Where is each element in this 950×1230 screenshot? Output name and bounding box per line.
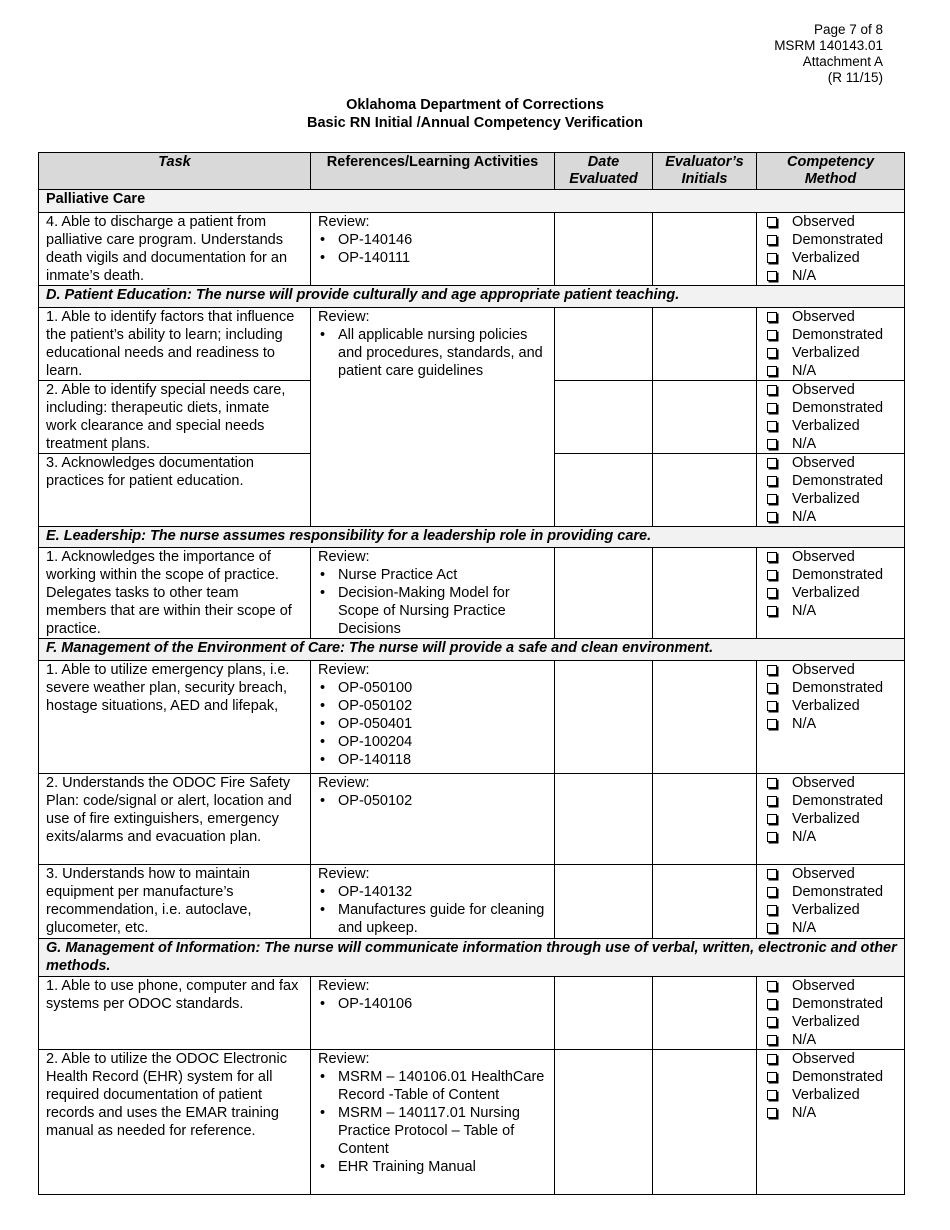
checkbox-icon[interactable] (767, 366, 777, 376)
checkbox-icon[interactable] (767, 1108, 777, 1118)
method-label: Verbalized (792, 491, 860, 507)
checkbox-icon[interactable] (767, 887, 777, 897)
checkbox-icon[interactable] (767, 385, 777, 395)
method-option-na[interactable] (764, 435, 897, 453)
competency-method-cell (757, 977, 905, 1050)
method-label: N/A (792, 1105, 817, 1121)
column-header-references: References/Learning Activities (311, 153, 555, 190)
reference-item: • OP-140146 (338, 231, 547, 249)
checkbox-icon[interactable] (767, 796, 777, 806)
revision-label: (R 11/15) (827, 70, 883, 85)
references-cell (311, 774, 555, 865)
method-label: N/A (792, 436, 817, 452)
evaluator-initials-cell[interactable] (653, 548, 757, 639)
column-header-task: Task (39, 153, 311, 190)
method-option-observed[interactable] (764, 1050, 897, 1068)
reference-item: • All applicable nursing policies and procedures, standards, and patient care guidelines (338, 326, 547, 380)
checkbox-icon[interactable] (767, 1054, 777, 1064)
reference-item: • OP-140132 (338, 883, 547, 901)
evaluator-initials-cell[interactable] (653, 1050, 757, 1195)
competency-method-cell (757, 865, 905, 939)
date-evaluated-cell[interactable] (555, 381, 653, 454)
method-label: Demonstrated (792, 884, 884, 900)
method-label: Verbalized (792, 585, 860, 601)
method-label: Observed (792, 214, 855, 230)
method-label: Observed (792, 662, 855, 678)
references-cell (311, 865, 555, 939)
checkbox-icon[interactable] (767, 458, 777, 468)
method-option-verbalized[interactable] (764, 584, 897, 602)
references-cell (311, 977, 555, 1050)
method-option-observed[interactable] (764, 213, 897, 231)
method-option-na[interactable] (764, 1031, 897, 1049)
checkbox-icon[interactable] (767, 348, 777, 358)
section-header-patient-education: D. Patient Education: The nurse will provide culturally and age appropriate patient teaching. (39, 286, 905, 308)
method-option-verbalized[interactable] (764, 901, 897, 919)
checkbox-icon[interactable] (767, 923, 777, 933)
method-label: Verbalized (792, 345, 860, 361)
method-label: Demonstrated (792, 400, 884, 416)
checkbox-icon[interactable] (767, 494, 777, 504)
checkbox-icon[interactable] (767, 512, 777, 522)
method-label: N/A (792, 920, 817, 936)
method-label: Demonstrated (792, 793, 884, 809)
method-label: Verbalized (792, 1014, 860, 1030)
task-cell: 1. Able to identify factors that influence the patient’s ability to learn; including educational needs and readiness to learn. (39, 308, 311, 381)
task-cell: 1. Able to utilize emergency plans, i.e. severe weather plan, security breach, hostage situations, AED and lifepak, (39, 661, 311, 774)
method-label: Demonstrated (792, 473, 884, 489)
reference-item: • OP-050102 (338, 792, 547, 810)
document-title (0, 96, 950, 132)
competency-method-cell (757, 454, 905, 527)
column-header-competency-method: Competency Method (757, 153, 905, 190)
method-option-observed[interactable] (764, 454, 897, 472)
references-cell (311, 661, 555, 774)
competency-method-cell (757, 548, 905, 639)
date-evaluated-cell[interactable] (555, 213, 653, 286)
method-option-verbalized[interactable] (764, 417, 897, 435)
method-label: Demonstrated (792, 996, 884, 1012)
method-label: Demonstrated (792, 1069, 884, 1085)
method-label: Observed (792, 1051, 855, 1067)
method-label: Verbalized (792, 811, 860, 827)
checkbox-icon[interactable] (767, 253, 777, 263)
evaluator-initials-cell[interactable] (653, 213, 757, 286)
method-label: N/A (792, 363, 817, 379)
method-option-demonstrated[interactable] (764, 399, 897, 417)
method-option-verbalized[interactable] (764, 249, 897, 267)
task-cell: 2. Understands the ODOC Fire Safety Plan: code/signal or alert, location and use of fire extinguishers, emergency exits/alarms and evacuation plan. (39, 774, 311, 865)
evaluator-initials-cell[interactable] (653, 774, 757, 865)
checkbox-icon[interactable] (767, 403, 777, 413)
checkbox-icon[interactable] (767, 683, 777, 693)
reference-item: • OP-050100 (338, 679, 547, 697)
date-evaluated-cell[interactable] (555, 548, 653, 639)
method-label: Observed (792, 309, 855, 325)
column-header-date-evaluated: Date Evaluated (555, 153, 653, 190)
method-option-demonstrated[interactable] (764, 472, 897, 490)
task-cell: 2. Able to identify special needs care, including: therapeutic diets, inmate work clearance and special needs treatment plans. (39, 381, 311, 454)
method-label: Observed (792, 978, 855, 994)
section-header-leadership: E. Leadership: The nurse assumes responsibility for a leadership role in providing care. (39, 527, 905, 548)
checkbox-icon[interactable] (767, 832, 777, 842)
method-label: N/A (792, 603, 817, 619)
method-option-na[interactable] (764, 1104, 897, 1122)
method-option-demonstrated[interactable] (764, 1068, 897, 1086)
checkbox-icon[interactable] (767, 217, 777, 227)
checkbox-icon[interactable] (767, 981, 777, 991)
checkbox-icon[interactable] (767, 570, 777, 580)
method-label: N/A (792, 716, 817, 732)
method-option-demonstrated[interactable] (764, 883, 897, 901)
method-label: Verbalized (792, 1087, 860, 1103)
method-option-demonstrated[interactable] (764, 679, 897, 697)
section-header-palliative-care: Palliative Care (39, 190, 905, 213)
checkbox-icon[interactable] (767, 778, 777, 788)
date-evaluated-cell[interactable] (555, 774, 653, 865)
references-cell (311, 213, 555, 286)
task-cell: 3. Acknowledges documentation practices for patient education. (39, 454, 311, 527)
attachment-label: Attachment A (802, 54, 883, 69)
method-label: Observed (792, 382, 855, 398)
checkbox-icon[interactable] (767, 905, 777, 915)
method-option-na[interactable] (764, 828, 897, 846)
method-label: Observed (792, 549, 855, 565)
review-label: Review: (318, 1051, 370, 1067)
evaluator-initials-cell[interactable] (653, 661, 757, 774)
competency-method-cell (757, 661, 905, 774)
method-option-demonstrated[interactable] (764, 566, 897, 584)
checkbox-icon[interactable] (767, 271, 777, 281)
method-label: N/A (792, 268, 817, 284)
checkbox-icon[interactable] (767, 719, 777, 729)
method-option-na[interactable] (764, 267, 897, 285)
method-option-observed[interactable] (764, 977, 897, 995)
method-option-verbalized[interactable] (764, 810, 897, 828)
section-header-environment-of-care: F. Management of the Environment of Care: The nurse will provide a safe and clean environment. (39, 639, 905, 661)
reference-item: • MSRM – 140106.01 HealthCare Record -Table of Content (338, 1068, 547, 1104)
method-label: Observed (792, 866, 855, 882)
task-cell: 1. Acknowledges the importance of working within the scope of practice. Delegates tasks to other team members that are within their scope of practice. (39, 548, 311, 639)
method-label: Verbalized (792, 418, 860, 434)
evaluator-initials-cell[interactable] (653, 977, 757, 1050)
date-evaluated-cell[interactable] (555, 977, 653, 1050)
method-label: N/A (792, 1032, 817, 1048)
references-cell (311, 1050, 555, 1195)
column-header-evaluator-initials: Evaluator’s Initials (653, 153, 757, 190)
competency-method-cell (757, 213, 905, 286)
checkbox-icon[interactable] (767, 999, 777, 1009)
method-option-demonstrated[interactable] (764, 326, 897, 344)
competency-method-cell (757, 308, 905, 381)
reference-item: • MSRM – 140117.01 Nursing Practice Protocol – Table of Content (338, 1104, 547, 1158)
checkbox-icon[interactable] (767, 606, 777, 616)
method-option-observed[interactable] (764, 548, 897, 566)
reference-item: • OP-100204 (338, 733, 547, 751)
review-label: Review: (318, 775, 370, 791)
section-header-management-of-information: G. Management of Information: The nurse will communicate information through use of verbal, written, electronic and other methods. (39, 939, 905, 977)
reference-item: • EHR Training Manual (338, 1158, 547, 1176)
evaluator-initials-cell[interactable] (653, 381, 757, 454)
checkbox-icon[interactable] (767, 701, 777, 711)
method-label: Demonstrated (792, 327, 884, 343)
task-cell: 3. Understands how to maintain equipment per manufacture’s recommendation, i.e. autoclave, glucometer, etc. (39, 865, 311, 939)
review-label: Review: (318, 309, 370, 325)
method-label: Verbalized (792, 250, 860, 266)
competency-method-cell (757, 1050, 905, 1195)
reference-item: • OP-050401 (338, 715, 547, 733)
method-option-verbalized[interactable] (764, 344, 897, 362)
method-label: Demonstrated (792, 680, 884, 696)
method-label: Verbalized (792, 902, 860, 918)
evaluator-initials-cell[interactable] (653, 865, 757, 939)
checkbox-icon[interactable] (767, 421, 777, 431)
reference-item: • OP-140106 (338, 995, 547, 1013)
checkbox-icon[interactable] (767, 476, 777, 486)
method-option-verbalized[interactable] (764, 1086, 897, 1104)
title-line-2: Basic RN Initial /Annual Competency Verification (307, 115, 643, 131)
method-label: Verbalized (792, 698, 860, 714)
checkbox-icon[interactable] (767, 869, 777, 879)
task-cell: 1. Able to use phone, computer and fax systems per ODOC standards. (39, 977, 311, 1050)
method-option-demonstrated[interactable] (764, 995, 897, 1013)
method-option-verbalized[interactable] (764, 697, 897, 715)
method-option-na[interactable] (764, 362, 897, 380)
method-option-na[interactable] (764, 715, 897, 733)
references-cell (311, 308, 555, 527)
method-option-na[interactable] (764, 508, 897, 526)
checkbox-icon[interactable] (767, 814, 777, 824)
reference-item: • OP-140111 (338, 249, 547, 267)
checkbox-icon[interactable] (767, 1090, 777, 1100)
checkbox-icon[interactable] (767, 312, 777, 322)
method-label: Observed (792, 775, 855, 791)
task-cell: 2. Able to utilize the ODOC Electronic Health Record (EHR) system for all required documentation of patient records and uses the EMAR training manual as needed for reference. (39, 1050, 311, 1195)
date-evaluated-cell[interactable] (555, 308, 653, 381)
checkbox-icon[interactable] (767, 588, 777, 598)
date-evaluated-cell[interactable] (555, 865, 653, 939)
method-option-observed[interactable] (764, 661, 897, 679)
reference-item: • Nurse Practice Act (338, 566, 547, 584)
title-line-1: Oklahoma Department of Corrections (346, 97, 604, 113)
checkbox-icon[interactable] (767, 665, 777, 675)
method-label: Demonstrated (792, 232, 884, 248)
review-label: Review: (318, 662, 370, 678)
checkbox-icon[interactable] (767, 439, 777, 449)
review-label: Review: (318, 549, 370, 565)
reference-item: • Decision-Making Model for Scope of Nursing Practice Decisions (338, 584, 547, 638)
review-label: Review: (318, 214, 370, 230)
method-option-demonstrated[interactable] (764, 231, 897, 249)
checkbox-icon[interactable] (767, 330, 777, 340)
page-number: Page 7 of 8 (813, 22, 883, 37)
method-option-na[interactable] (764, 602, 897, 620)
method-option-na[interactable] (764, 919, 897, 937)
document-header-info (774, 22, 883, 86)
method-option-observed[interactable] (764, 308, 897, 326)
method-label: N/A (792, 509, 817, 525)
references-cell (311, 548, 555, 639)
method-option-observed[interactable] (764, 774, 897, 792)
competency-method-cell (757, 774, 905, 865)
method-option-observed[interactable] (764, 865, 897, 883)
competency-method-cell (757, 381, 905, 454)
document-number: MSRM 140143.01 (774, 38, 883, 53)
date-evaluated-cell[interactable] (555, 661, 653, 774)
method-label: N/A (792, 829, 817, 845)
review-label: Review: (318, 978, 370, 994)
method-option-verbalized[interactable] (764, 1013, 897, 1031)
reference-item: • OP-140118 (338, 751, 547, 769)
method-label: Demonstrated (792, 567, 884, 583)
reference-item: • Manufactures guide for cleaning and upkeep. (338, 901, 547, 937)
review-label: Review: (318, 866, 370, 882)
competency-table (38, 152, 905, 1195)
method-option-demonstrated[interactable] (764, 792, 897, 810)
evaluator-initials-cell[interactable] (653, 454, 757, 527)
checkbox-icon[interactable] (767, 1072, 777, 1082)
method-label: Observed (792, 455, 855, 471)
method-option-observed[interactable] (764, 381, 897, 399)
task-cell: 4. Able to discharge a patient from palliative care program. Understands death vigils and documentation for an inmate’s death. (39, 213, 311, 286)
checkbox-icon[interactable] (767, 235, 777, 245)
method-option-verbalized[interactable] (764, 490, 897, 508)
evaluator-initials-cell[interactable] (653, 308, 757, 381)
checkbox-icon[interactable] (767, 552, 777, 562)
checkbox-icon[interactable] (767, 1017, 777, 1027)
date-evaluated-cell[interactable] (555, 1050, 653, 1195)
checkbox-icon[interactable] (767, 1035, 777, 1045)
date-evaluated-cell[interactable] (555, 454, 653, 527)
reference-item: • OP-050102 (338, 697, 547, 715)
